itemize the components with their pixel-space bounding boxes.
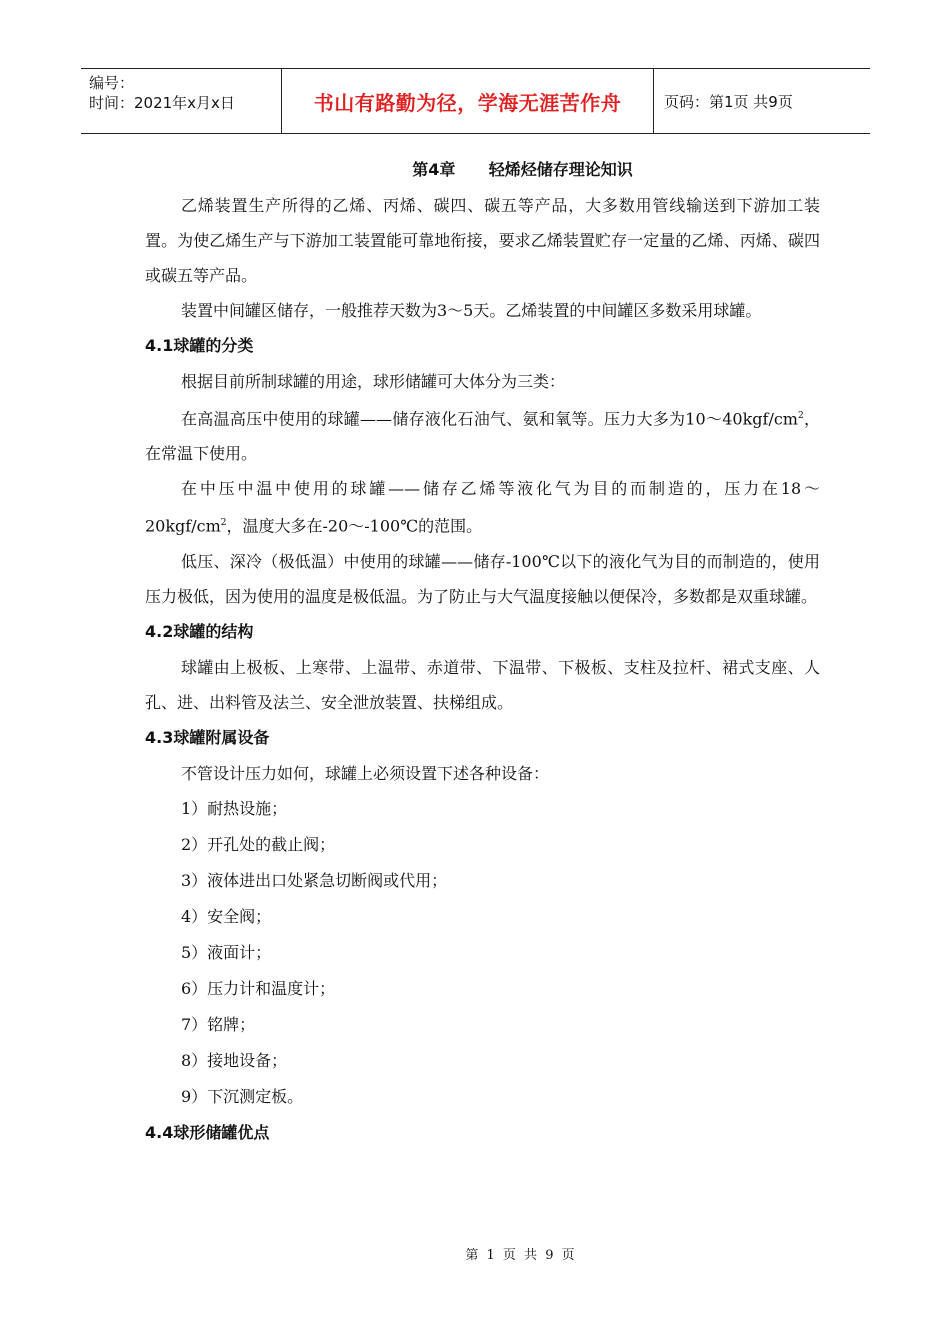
- section-heading-4-4: 4.4球形储罐优点: [145, 1122, 270, 1142]
- header-meta: [81, 69, 282, 133]
- paragraph: 不管设计压力如何，球罐上必须设置下述各种设备：: [181, 763, 550, 783]
- document-number-label: 编号：: [89, 74, 135, 92]
- list-item: 8）接地设备；: [181, 1050, 288, 1070]
- document-date: 时间：2021年x月x日: [89, 94, 235, 112]
- list-item: 5）液面计；: [181, 942, 272, 962]
- intro-paragraph: 乙烯装置生产所得的乙烯、丙烯、碳四、碳五等产品，大多数用管线输送到下游加工装置。为使乙烯生产与下游加工装置能可靠地衔接，要求乙烯装置贮存一定量的乙烯、丙烯、碳四或碳五等产品。: [145, 196, 820, 285]
- list-item: 1）耐热设施；: [181, 798, 288, 818]
- list-item: 2）开孔处的截止阀；: [181, 834, 336, 854]
- list-item: 3）液体进出口处紧急切断阀或代用；: [181, 870, 448, 890]
- list-item: 6）压力计和温度计；: [181, 978, 336, 998]
- header-page-number: 页码：第1页 共9页: [664, 92, 793, 111]
- paragraph: 根据目前所制球罐的用途，球形储罐可大体分为三类：: [181, 372, 566, 391]
- section-heading-4-3: 4.3球罐附属设备: [145, 727, 270, 747]
- paragraph: 在高温高压中使用的球罐——储存液化石油气、氨和氧等。压力大多为$10\sim 40kgf/cm^2$，在常温下使用。: [145, 409, 820, 464]
- paragraph: 在中压中温中使用的球罐——储存乙烯等液化气为目的而制造的，压力在$18\sim 20kgf/cm^2$，温度大多在-20～-100℃的范围。: [145, 479, 820, 536]
- paragraph: 低压、深冷（极低温）中使用的球罐——储存-100℃以下的液化气为目的而制造的，使用压力极低，因为使用的温度是极低温。为了防止与大气温度接触以便保冷，多数都是双重球罐。: [145, 551, 820, 606]
- header-motto: 书山有路勤为径，学海无涯苦作舟: [282, 69, 654, 133]
- list-item: 9）下沉测定板。: [181, 1086, 304, 1106]
- intro-paragraph: 装置中间罐区储存，一般推荐天数为3～5天。乙烯装置的中间罐区多数采用球罐。: [181, 301, 762, 320]
- page-footer: 第 1 页 共 9 页: [465, 1248, 575, 1263]
- page-header: [81, 68, 870, 134]
- document-body: [145, 152, 820, 1151]
- paragraph: 球罐由上极板、上寒带、上温带、赤道带、下温带、下极板、支柱及拉杆、裙式支座、人孔、进、出料管及法兰、安全泄放装置、扶梯组成。: [145, 657, 820, 712]
- chapter-title: 第4章 轻烯烃储存理论知识: [412, 160, 633, 179]
- list-item: 7）铭牌；: [181, 1014, 256, 1034]
- section-heading-4-1: 4.1球罐的分类: [145, 336, 254, 355]
- section-heading-4-2: 4.2球罐的结构: [145, 621, 254, 641]
- list-item: 4）安全阀；: [181, 906, 272, 926]
